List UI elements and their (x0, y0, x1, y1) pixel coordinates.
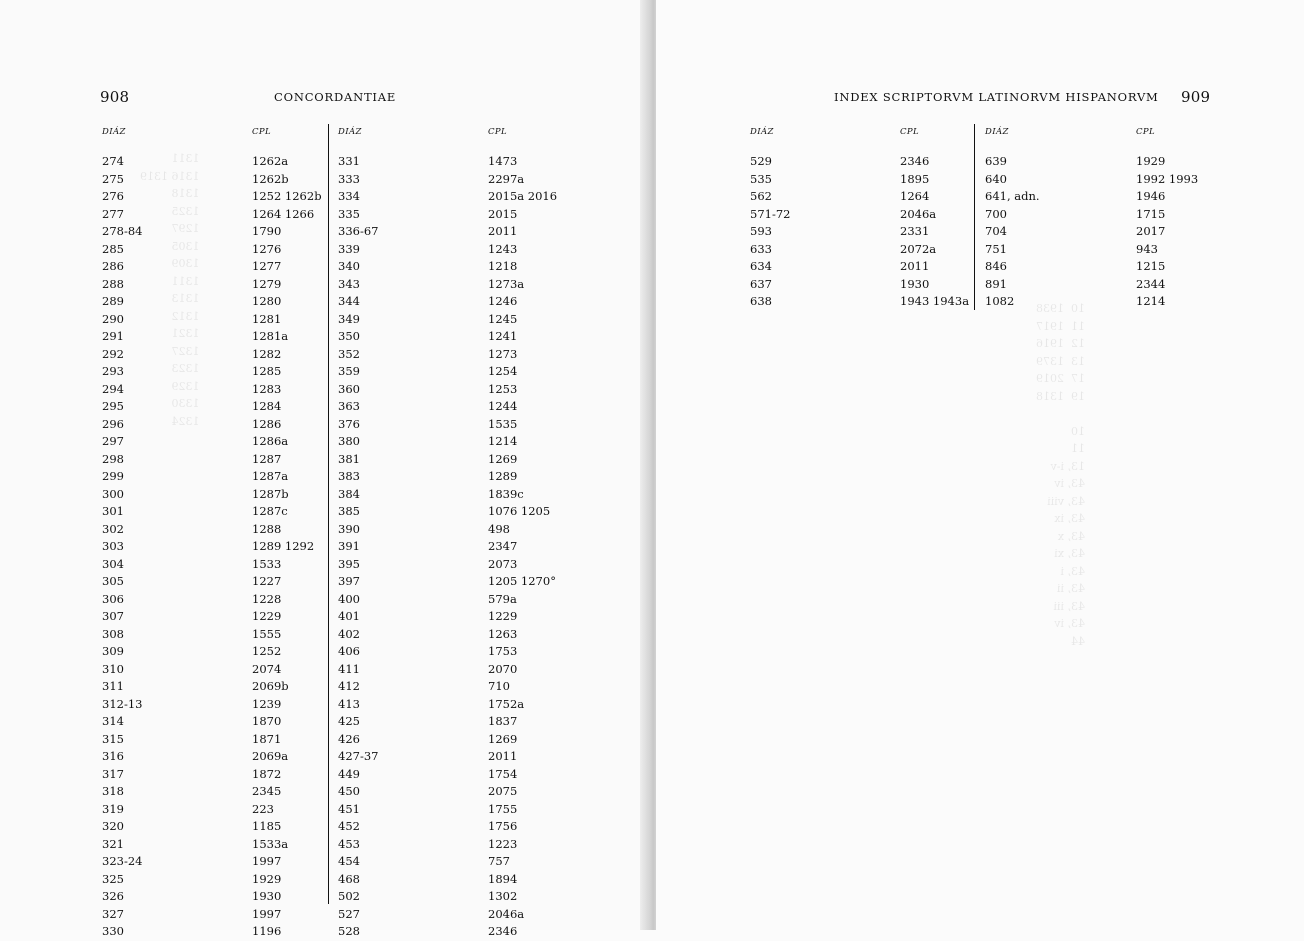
cpl-entry: 1287a (252, 469, 289, 483)
cpl-entry: 1287b (252, 486, 289, 501)
cpl-entry: 1281a (252, 329, 289, 343)
left-col1-diaz-list (102, 153, 142, 941)
left-header-diaz-2: DIÁZ (338, 127, 362, 137)
cpl-entry: 1281 (252, 311, 282, 326)
cpl-entry: 1273a (488, 276, 525, 291)
cpl-entry: 1894 (488, 871, 518, 886)
cpl-entry: 1252 1262b (252, 189, 322, 203)
diaz-entry: 298 (102, 451, 124, 466)
diaz-entry: 295 (102, 399, 124, 413)
cpl-entry: 1239 (252, 696, 282, 711)
cpl-entry: 2011 (900, 259, 930, 273)
diaz-entry: 288 (102, 276, 124, 291)
right-header-cpl-2: CPL (1136, 127, 1156, 137)
cpl-entry: 1997 (252, 906, 282, 921)
cpl-entry: 1555 (252, 626, 282, 641)
cpl-entry: 1754 (488, 766, 518, 781)
diaz-entry: 751 (985, 241, 1007, 256)
diaz-entry: 593 (750, 224, 772, 238)
diaz-entry: 315 (102, 731, 124, 746)
cpl-entry: 1214 (1136, 294, 1166, 308)
cpl-entry: 1243 (488, 241, 518, 256)
right-folio: 909 (1181, 88, 1211, 106)
cpl-entry: 1756 (488, 819, 518, 833)
diaz-entry: 1082 (985, 294, 1015, 308)
diaz-entry: 704 (985, 224, 1007, 238)
cpl-entry: 2015 (488, 206, 518, 221)
cpl-entry: 757 (488, 854, 510, 868)
cpl-entry: 1185 (252, 819, 282, 833)
diaz-entry: 349 (338, 311, 360, 326)
diaz-entry: 289 (102, 294, 124, 308)
diaz-entry: 293 (102, 364, 124, 378)
cpl-entry: 1227 (252, 574, 282, 588)
cpl-entry: 1282 (252, 346, 282, 361)
left-header-cpl-1: CPL (252, 127, 272, 137)
cpl-entry: 1871 (252, 731, 282, 746)
cpl-entry: 2345 (252, 784, 282, 798)
diaz-entry: 300 (102, 486, 124, 501)
diaz-entry: 312-13 (102, 696, 143, 711)
diaz-entry: 307 (102, 609, 124, 623)
cpl-entry: 1839c (488, 486, 524, 501)
right-col1-cpl-list (900, 153, 969, 311)
diaz-entry: 571-72 (750, 206, 791, 221)
diaz-entry: 385 (338, 504, 360, 518)
left-column-rule (328, 124, 329, 904)
cpl-entry: 1245 (488, 311, 518, 326)
diaz-entry: 634 (750, 259, 772, 273)
diaz-entry: 449 (338, 766, 360, 781)
diaz-entry: 468 (338, 871, 360, 886)
diaz-entry: 274 (102, 154, 124, 168)
right-header-cpl-1: CPL (900, 127, 920, 137)
right-col2-cpl-list (1136, 153, 1198, 311)
right-col2-diaz-list (985, 153, 1040, 311)
cpl-entry: 1269 (488, 731, 518, 746)
cpl-entry: 1930 (900, 276, 930, 291)
left-col1-cpl-list (252, 153, 322, 941)
diaz-entry: 700 (985, 206, 1007, 221)
diaz-entry: 299 (102, 469, 124, 483)
diaz-entry: 452 (338, 819, 360, 833)
diaz-entry: 380 (338, 434, 360, 448)
diaz-entry: 323-24 (102, 854, 143, 868)
cpl-entry: 1790 (252, 224, 282, 238)
cpl-entry: 1837 (488, 714, 518, 728)
bleed-through-right: 10 1938 11 1917 12 1916 13 1379 17 2019 19 1318 10 11 13, i-v 43, iv 43, viii 43, ix 43, x 43, xi 43, i 43, ii 43, iii 43, iv 44 (1036, 302, 1085, 648)
left-header-diaz-1: DIÁZ (102, 127, 126, 137)
cpl-entry: 1755 (488, 801, 518, 816)
diaz-entry: 339 (338, 241, 360, 256)
cpl-entry: 2346 (900, 154, 930, 168)
cpl-entry: 2075 (488, 784, 518, 798)
diaz-entry: 320 (102, 819, 124, 833)
cpl-entry: 1870 (252, 714, 282, 728)
cpl-entry: 1283 (252, 381, 282, 396)
diaz-entry: 285 (102, 241, 124, 256)
diaz-entry: 321 (102, 836, 124, 851)
cpl-entry: 1287c (252, 504, 288, 518)
cpl-entry: 1997 (252, 854, 282, 868)
diaz-entry: 427-37 (338, 749, 379, 763)
diaz-entry: 454 (338, 854, 360, 868)
cpl-entry: 2347 (488, 539, 518, 553)
cpl-entry: 1264 (900, 189, 930, 203)
cpl-entry: 1252 (252, 644, 282, 658)
left-header-cpl-2: CPL (488, 127, 508, 137)
cpl-entry: 1535 (488, 416, 518, 431)
diaz-entry: 395 (338, 556, 360, 571)
diaz-entry: 327 (102, 906, 124, 921)
diaz-entry: 529 (750, 154, 772, 168)
diaz-entry: 316 (102, 749, 124, 763)
cpl-entry: 2344 (1136, 276, 1166, 291)
diaz-entry: 333 (338, 171, 360, 186)
diaz-entry: 846 (985, 259, 1007, 273)
cpl-entry: 2011 (488, 224, 518, 238)
diaz-entry: 381 (338, 451, 360, 466)
cpl-entry: 2297a (488, 171, 525, 186)
cpl-entry: 2073 (488, 556, 518, 571)
cpl-entry: 2074 (252, 661, 282, 676)
cpl-entry: 498 (488, 521, 510, 536)
cpl-entry: 1753 (488, 644, 518, 658)
cpl-entry: 2046a (488, 906, 525, 921)
cpl-entry: 1946 (1136, 189, 1166, 203)
diaz-entry: 376 (338, 416, 360, 431)
diaz-entry: 344 (338, 294, 360, 308)
diaz-entry: 641, adn. (985, 189, 1040, 203)
cpl-entry: 1264 1266 (252, 206, 315, 221)
cpl-entry: 1279 (252, 276, 282, 291)
cpl-entry: 1286 (252, 416, 282, 431)
diaz-entry: 352 (338, 346, 360, 361)
cpl-entry: 1244 (488, 399, 518, 413)
diaz-entry: 425 (338, 714, 360, 728)
left-col2-diaz-list (338, 153, 378, 941)
diaz-entry: 302 (102, 521, 124, 536)
diaz-entry: 311 (102, 679, 124, 693)
cpl-entry: 1287 (252, 451, 282, 466)
bleed-through-left: 1311 1316 1319 1318 1325 1297 1305 1309 1311 1313 1312 1321 1327 1323 1329 1330 1324 (140, 152, 200, 428)
diaz-entry: 305 (102, 574, 124, 588)
left-col2-cpl-list (488, 153, 557, 941)
cpl-entry: 1286a (252, 434, 289, 448)
cpl-entry: 1289 1292 (252, 539, 315, 553)
cpl-entry: 2070 (488, 661, 518, 676)
cpl-entry: 1273 (488, 346, 518, 361)
left-page (0, 0, 648, 938)
diaz-entry: 401 (338, 609, 360, 623)
diaz-entry: 286 (102, 259, 124, 273)
diaz-entry: 330 (102, 924, 124, 938)
diaz-entry: 314 (102, 714, 124, 728)
diaz-entry: 383 (338, 469, 360, 483)
cpl-entry: 1253 (488, 381, 518, 396)
cpl-entry: 1214 (488, 434, 518, 448)
diaz-entry: 308 (102, 626, 124, 641)
cpl-entry: 1280 (252, 294, 282, 308)
diaz-entry: 453 (338, 836, 360, 851)
cpl-entry: 1752a (488, 696, 525, 711)
diaz-entry: 325 (102, 871, 124, 886)
cpl-entry: 1285 (252, 364, 282, 378)
diaz-entry: 384 (338, 486, 360, 501)
diaz-entry: 291 (102, 329, 124, 343)
diaz-entry: 277 (102, 206, 124, 221)
diaz-entry: 319 (102, 801, 124, 816)
cpl-entry: 2346 (488, 924, 518, 938)
cpl-entry: 2069b (252, 679, 289, 693)
cpl-entry: 2072a (900, 241, 937, 256)
diaz-entry: 303 (102, 539, 124, 553)
diaz-entry: 297 (102, 434, 124, 448)
diaz-entry: 317 (102, 766, 124, 781)
left-running-head: CONCORDANTIAE (274, 90, 397, 104)
cpl-entry: 1288 (252, 521, 282, 536)
cpl-entry: 2069a (252, 749, 289, 763)
cpl-entry: 1215 (1136, 259, 1166, 273)
cpl-entry: 1289 (488, 469, 518, 483)
diaz-entry: 640 (985, 171, 1007, 186)
diaz-entry: 318 (102, 784, 124, 798)
cpl-entry: 1262a (252, 154, 289, 168)
diaz-entry: 413 (338, 696, 360, 711)
cpl-entry: 710 (488, 679, 510, 693)
diaz-entry: 639 (985, 154, 1007, 168)
cpl-entry: 1246 (488, 294, 518, 308)
diaz-entry: 336-67 (338, 224, 379, 238)
diaz-entry: 633 (750, 241, 772, 256)
diaz-entry: 343 (338, 276, 360, 291)
cpl-entry: 1254 (488, 364, 518, 378)
diaz-entry: 331 (338, 154, 360, 168)
diaz-entry: 350 (338, 329, 360, 343)
diaz-entry: 637 (750, 276, 772, 291)
right-header-diaz-1: DIÁZ (750, 127, 774, 137)
diaz-entry: 502 (338, 889, 360, 903)
diaz-entry: 390 (338, 521, 360, 536)
diaz-entry: 562 (750, 189, 772, 203)
cpl-entry: 1076 1205 (488, 504, 551, 518)
diaz-entry: 360 (338, 381, 360, 396)
diaz-entry: 340 (338, 259, 360, 273)
right-running-head: INDEX SCRIPTORVM LATINORVM HISPANORVM (834, 90, 1159, 104)
diaz-entry: 309 (102, 644, 124, 658)
diaz-entry: 406 (338, 644, 360, 658)
diaz-entry: 359 (338, 364, 360, 378)
cpl-entry: 1473 (488, 154, 518, 168)
cpl-entry: 1302 (488, 889, 518, 903)
diaz-entry: 304 (102, 556, 124, 571)
cpl-entry: 2015a 2016 (488, 189, 558, 203)
diaz-entry: 528 (338, 924, 360, 938)
diaz-entry: 638 (750, 294, 772, 308)
left-folio: 908 (100, 88, 130, 106)
cpl-entry: 1269 (488, 451, 518, 466)
diaz-entry: 412 (338, 679, 360, 693)
cpl-entry: 1241 (488, 329, 518, 343)
diaz-entry: 397 (338, 574, 360, 588)
cpl-entry: 1930 (252, 889, 282, 903)
cpl-entry: 1205 1270° (488, 574, 556, 588)
diaz-entry: 306 (102, 591, 124, 606)
cpl-entry: 1277 (252, 259, 282, 273)
diaz-entry: 290 (102, 311, 124, 326)
diaz-entry: 402 (338, 626, 360, 641)
cpl-entry: 1992 1993 (1136, 171, 1199, 186)
diaz-entry: 411 (338, 661, 360, 676)
diaz-entry: 334 (338, 189, 360, 203)
cpl-entry: 1218 (488, 259, 518, 273)
cpl-entry: 943 (1136, 241, 1158, 256)
diaz-entry: 301 (102, 504, 124, 518)
cpl-entry: 1223 (488, 836, 518, 851)
diaz-entry: 400 (338, 591, 360, 606)
cpl-entry: 1262b (252, 171, 289, 186)
diaz-entry: 296 (102, 416, 124, 431)
cpl-entry: 1196 (252, 924, 282, 938)
cpl-entry: 1872 (252, 766, 282, 781)
diaz-entry: 426 (338, 731, 360, 746)
diaz-entry: 391 (338, 539, 360, 553)
cpl-entry: 579a (488, 591, 517, 606)
cpl-entry: 1284 (252, 399, 282, 413)
cpl-entry: 1533a (252, 836, 289, 851)
diaz-entry: 275 (102, 171, 124, 186)
diaz-entry: 310 (102, 661, 124, 676)
cpl-entry: 2331 (900, 224, 930, 238)
cpl-entry: 1533 (252, 556, 282, 571)
diaz-entry: 535 (750, 171, 772, 186)
cpl-entry: 1715 (1136, 206, 1166, 221)
right-page (656, 0, 1304, 930)
diaz-entry: 891 (985, 276, 1007, 291)
cpl-entry: 1929 (1136, 154, 1166, 168)
diaz-entry: 335 (338, 206, 360, 221)
cpl-entry: 223 (252, 801, 274, 816)
cpl-entry: 1943 1943a (900, 294, 970, 308)
cpl-entry: 2046a (900, 206, 937, 221)
diaz-entry: 294 (102, 381, 124, 396)
cpl-entry: 1263 (488, 626, 518, 641)
diaz-entry: 278-84 (102, 224, 143, 238)
diaz-entry: 527 (338, 906, 360, 921)
cpl-entry: 2017 (1136, 224, 1166, 238)
cpl-entry: 2011 (488, 749, 518, 763)
cpl-entry: 1228 (252, 591, 282, 606)
cpl-entry: 1929 (252, 871, 282, 886)
diaz-entry: 292 (102, 346, 124, 361)
diaz-entry: 276 (102, 189, 124, 203)
right-col1-diaz-list (750, 153, 790, 311)
cpl-entry: 1276 (252, 241, 282, 256)
diaz-entry: 326 (102, 889, 124, 903)
diaz-entry: 450 (338, 784, 360, 798)
cpl-entry: 1895 (900, 171, 930, 186)
cpl-entry: 1229 (252, 609, 282, 623)
diaz-entry: 451 (338, 801, 360, 816)
right-column-rule (974, 124, 975, 310)
cpl-entry: 1229 (488, 609, 518, 623)
diaz-entry: 363 (338, 399, 360, 413)
right-header-diaz-2: DIÁZ (985, 127, 1009, 137)
